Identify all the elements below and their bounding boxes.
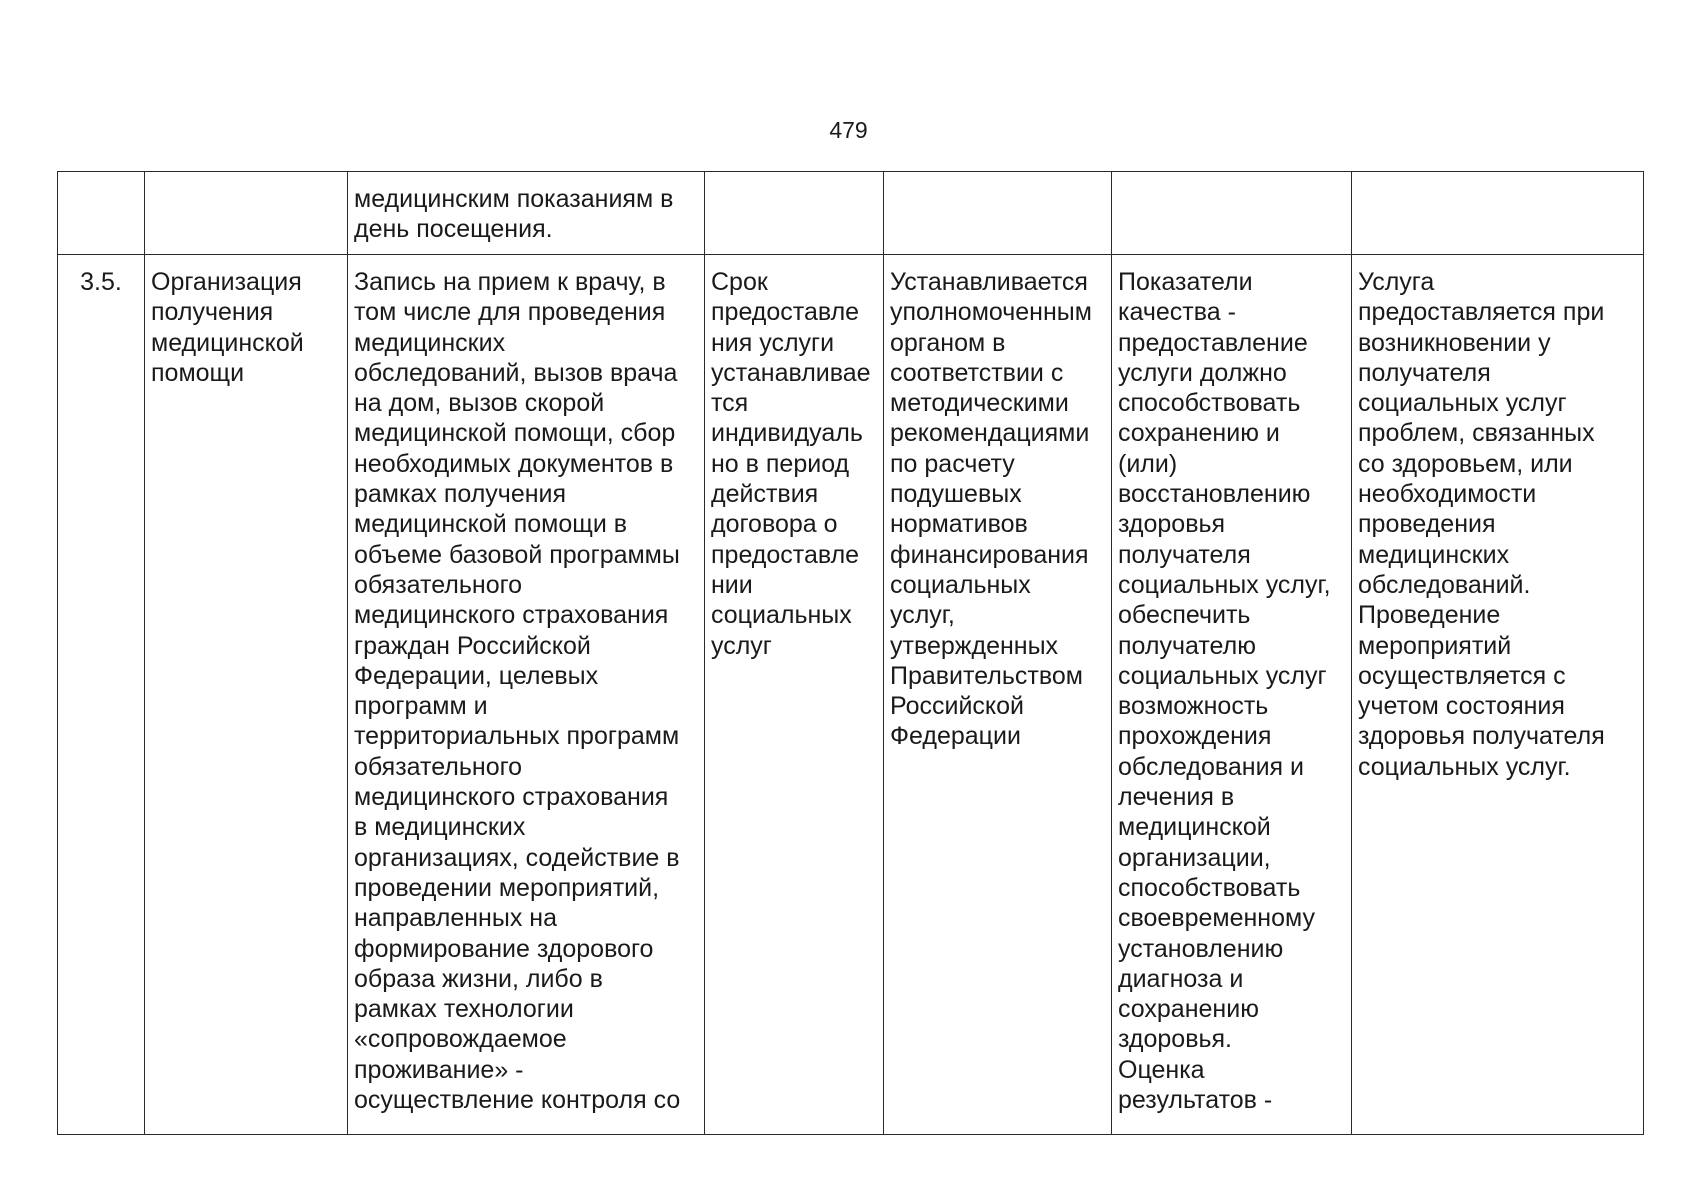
service-term-text: Срок предоставле ния услуги устанавливае тся индивидуаль но в период действия договора о предоставле нии социальных услуг xyxy=(711,268,871,660)
service-name-cell xyxy=(145,172,348,255)
service-name-cell xyxy=(145,255,348,1135)
page-number: 479 xyxy=(829,117,868,143)
table-row xyxy=(58,172,1644,255)
service-quality-text: Показатели качества - предоставление услуги должно способствовать сохранению и (или) восстановлению здоровья получателя социальных услуг, обеспечить получателю социальных услуг возможность прохождения обследования и лечения в медицинской организации, способствовать своевременному установлению диагноза и сохранению здоровья. Оценка результатов - xyxy=(1118,268,1331,1115)
row-number-cell xyxy=(58,172,145,255)
service-content-text: медицинским показаниям в день посещения. xyxy=(354,185,674,244)
row-number-text: 3.5. xyxy=(80,268,122,296)
service-norm-text: Устанавливается уполномоченным органом в соответствии с методическими рекомендациями по расчету подушевых нормативов финансирования социальных услуг, утвержденных Правительством Российской Федерации xyxy=(890,268,1092,751)
service-content-cell xyxy=(348,172,705,255)
service-quality-cell xyxy=(1112,255,1352,1135)
row-number-cell xyxy=(58,255,145,1135)
service-conditions-cell xyxy=(1352,255,1644,1135)
service-content-text: Запись на прием к врачу, в том числе для проведения медицинских обследований, вызов врача на дом, вызов скорой медицинской помощи, сбор необходимых документов в рамках получения медицинской помощи в объеме базовой программы обязательного медицинского страхования граждан Российской Федерации, целевых программ и территориальных программ обязательного медицинского страхования в медицинских организациях, содействие в проведении мероприятий, направленных на формирование здорового образа жизни, либо в рамках технологии «сопровождаемое проживание» - осуществление контроля со xyxy=(354,268,681,1115)
services-table xyxy=(57,171,1644,1135)
service-quality-cell xyxy=(1112,172,1352,255)
service-name-text: Организация получения медицинской помощи xyxy=(151,268,304,387)
service-conditions-cell xyxy=(1352,172,1644,255)
service-conditions-text: Услуга предоставляется при возникновении у получателя социальных услуг проблем, связанных со здоровьем, или необходимости проведения медицинских обследований. Проведение мероприятий осуществляется с учетом состояния здоровья получателя социальных услуг. xyxy=(1358,268,1605,781)
service-norm-cell xyxy=(884,255,1112,1135)
service-norm-cell xyxy=(884,172,1112,255)
service-content-cell xyxy=(348,255,705,1135)
service-term-cell xyxy=(705,172,884,255)
table-row xyxy=(58,255,1644,1135)
service-term-cell xyxy=(705,255,884,1135)
